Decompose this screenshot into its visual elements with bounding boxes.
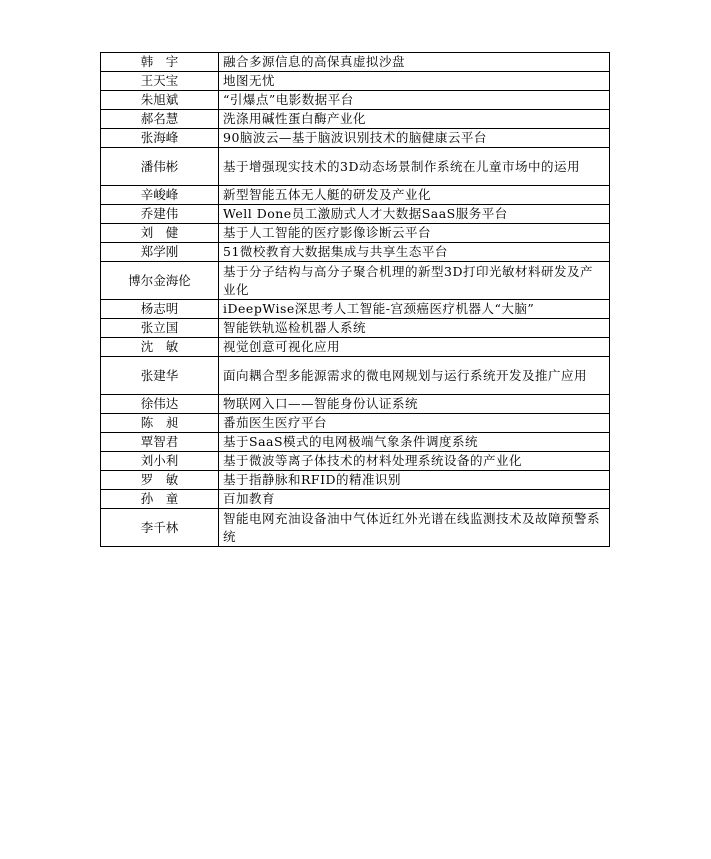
- project-title-cell: 视觉创意可视化应用: [219, 338, 610, 357]
- project-title-cell: 面向耦合型多能源需求的微电网规划与运行系统开发及推广应用: [219, 357, 610, 395]
- project-title-cell: 基于指静脉和RFID的精准识别: [219, 471, 610, 490]
- project-title-cell: 基于分子结构与高分子聚合机理的新型3D打印光敏材料研发及产业化: [219, 262, 610, 300]
- awardee-name-cell: 王天宝: [101, 72, 219, 91]
- table-row: [101, 452, 610, 471]
- project-title-cell: 融合多源信息的高保真虚拟沙盘: [219, 53, 610, 72]
- table-row: [101, 129, 610, 148]
- project-title-cell: 基于微波等离子体技术的材料处理系统设备的产业化: [219, 452, 610, 471]
- table-row: [101, 414, 610, 433]
- project-title-cell: 基于SaaS模式的电网极端气象条件调度系统: [219, 433, 610, 452]
- awardee-name-cell: 沈 敏: [101, 338, 219, 357]
- awardee-name-cell: 徐伟达: [101, 395, 219, 414]
- table-row: [101, 433, 610, 452]
- awardee-name-cell: 罗 敏: [101, 471, 219, 490]
- awardee-name-cell: 张立国: [101, 319, 219, 338]
- project-title-cell: iDeepWise深思考人工智能-宫颈癌医疗机器人“大脑”: [219, 300, 610, 319]
- table-row: [101, 490, 610, 509]
- project-title-cell: 新型智能五体无人艇的研发及产业化: [219, 186, 610, 205]
- table-row: [101, 91, 610, 110]
- project-title-cell: 51微校教育大数据集成与共享生态平台: [219, 243, 610, 262]
- awardee-name-cell: 辛峻峰: [101, 186, 219, 205]
- table-row: [101, 357, 610, 395]
- awardee-name-cell: 张建华: [101, 357, 219, 395]
- project-title-cell: 智能电网充油设备油中气体近红外光谱在线监测技术及故障预警系统: [219, 509, 610, 547]
- awardee-name-cell: 刘 健: [101, 224, 219, 243]
- awardee-name-cell: 朱旭斌: [101, 91, 219, 110]
- project-title-cell: 基于人工智能的医疗影像诊断云平台: [219, 224, 610, 243]
- project-title-cell: Well Done员工激励式人才大数据SaaS服务平台: [219, 205, 610, 224]
- table-row: [101, 338, 610, 357]
- awardee-name-cell: 张海峰: [101, 129, 219, 148]
- table-row: [101, 262, 610, 300]
- table-row: [101, 319, 610, 338]
- project-title-cell: 百加教育: [219, 490, 610, 509]
- awardee-name-cell: 韩 宇: [101, 53, 219, 72]
- table-row: [101, 148, 610, 186]
- awardee-name-cell: 覃智君: [101, 433, 219, 452]
- awardee-name-cell: 郑学刚: [101, 243, 219, 262]
- awardee-name-cell: 刘小利: [101, 452, 219, 471]
- project-title-cell: 90脑波云—基于脑波识别技术的脑健康云平台: [219, 129, 610, 148]
- project-title-cell: 智能铁轨巡检机器人系统: [219, 319, 610, 338]
- awardee-table: [100, 52, 610, 547]
- table-row: [101, 395, 610, 414]
- awardee-name-cell: 郝名慧: [101, 110, 219, 129]
- awardee-name-cell: 乔建伟: [101, 205, 219, 224]
- project-title-cell: “引爆点”电影数据平台: [219, 91, 610, 110]
- project-title-cell: 基于增强现实技术的3D动态场景制作系统在儿童市场中的运用: [219, 148, 610, 186]
- table-row: [101, 224, 610, 243]
- table-row: [101, 186, 610, 205]
- awardee-name-cell: 陈 昶: [101, 414, 219, 433]
- table-row: [101, 110, 610, 129]
- project-title-cell: 洗涤用碱性蛋白酶产业化: [219, 110, 610, 129]
- project-title-cell: 番茄医生医疗平台: [219, 414, 610, 433]
- project-title-cell: 物联网入口——智能身份认证系统: [219, 395, 610, 414]
- table-row: [101, 300, 610, 319]
- awardee-name-cell: 博尔金海伦: [101, 262, 219, 300]
- awardee-name-cell: 李千林: [101, 509, 219, 547]
- table-row: [101, 471, 610, 490]
- awardee-name-cell: 杨志明: [101, 300, 219, 319]
- table-row: [101, 53, 610, 72]
- table-row: [101, 243, 610, 262]
- table-row: [101, 72, 610, 91]
- awardee-name-cell: 孙 童: [101, 490, 219, 509]
- project-title-cell: 地图无忧: [219, 72, 610, 91]
- table-row: [101, 205, 610, 224]
- table-row: [101, 509, 610, 547]
- table-body: [101, 53, 610, 547]
- awardee-name-cell: 潘伟彬: [101, 148, 219, 186]
